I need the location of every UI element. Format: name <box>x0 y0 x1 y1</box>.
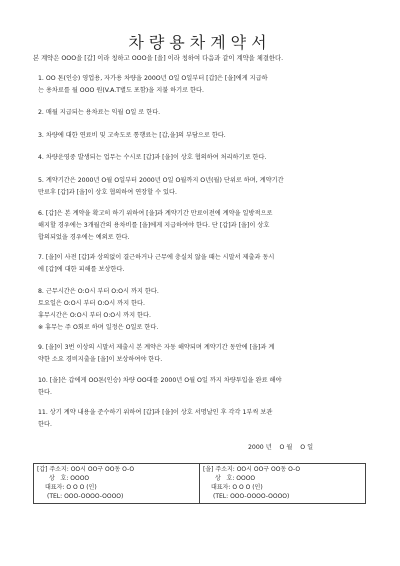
clause-8: 8. 근무시간은 O:O시 부터 O:O시 까지 한다. 토요일은 O:O시 부터 O:O시 까지 한다. 휴무시간은 O:O시 부터 O:O시 까지 한다. ※ 휴무는 주 O회로 하며 일정은 O일로 한다. <box>38 288 159 331</box>
party-eul-phone: (TEL: OOO-OOOO-OOOO) <box>213 493 290 500</box>
clause-3: 3. 차량에 대한 연료비 및 고속도로 통행료는 [갑,을]의 부담으로 한다. <box>38 132 226 139</box>
party-eul-representative: 대표자: O O O (인) <box>211 484 263 491</box>
clause-4: 4. 차량운영중 발생되는 업무는 수시로 [갑]과 [을]이 상호 협의하여 처리하기로 한다. <box>38 154 267 161</box>
document-title: 차량용차계약서 <box>128 33 272 52</box>
party-gap-cell <box>34 464 200 504</box>
party-gap-representative: 대표자: O O O (인) <box>45 484 97 491</box>
parties-table <box>33 463 366 504</box>
clause-5: 5. 계약기간은 2000년 O월 O일부터 2000년 O일 O월까지 O년(월) 단위로 하며, 계약기간 만료후 [갑]과 [을]이 상호 협의하여 연장할 수 있다. <box>38 177 284 196</box>
contract-intro: 본 계약은 OOO을 [갑] 이라 칭하고 OOO을 [을] 이라 칭하여 다음과 같이 계약을 체결한다. <box>33 55 284 62</box>
clause-11: 11. 상기 계약 내용을 준수하기 위하여 [갑]과 [을]이 상호 서명날인 후 각각 1부씩 보관 한다. <box>38 409 273 428</box>
party-eul-company: 상 호: OOOO <box>215 475 256 482</box>
clause-7: 7. [을]이 사전 [갑]과 상의없이 결근하거나 근무에 충실치 않을 때는 시말서 제출과 동시 에 [갑]에 대한 피해를 보상한다. <box>38 254 275 273</box>
party-eul-cell <box>200 464 366 504</box>
party-eul-address: [을] 주소지: OO시 OO구 OO동 O-O <box>203 466 301 473</box>
party-gap-phone: (TEL: OOO-OOOO-OOOO) <box>47 493 124 500</box>
party-gap-company: 상 호: OOOO <box>49 475 90 482</box>
clause-10: 10. [을]은 갑에게 OO톤(인승) 차량 OO대를 2000년 O월 O일 까지 차량투입을 완료 해야 한다. <box>38 377 282 396</box>
contract-date: 2000 년 O 월 O 일 <box>248 444 314 451</box>
clause-1: 1. OO 톤(인승) 영업용, 자가용 차량을 200O년 O일 O일부터 [갑]은 [을]에게 지급하 는 용차료를 월 OOO 원(V.A.T별도 포함)을 지불 하기로 한다. <box>38 75 268 94</box>
clause-6: 6. [갑]은 본 계약을 확고히 하기 위하여 [을]과 계약기간 만료이전에 계약을 일방적으로 해지할 경우에는 3개월간의 용차비를 [을]에게 지급하여야 한다. 단 [갑]과 [을]이 상호 합의되었을 경우에는 예외로 한다. <box>38 210 273 241</box>
party-gap-address: [갑] 주소지: OO시 OO구 OO동 O-O <box>37 466 135 473</box>
clause-9: 9. [을]이 3번 이상의 시말서 제출시 본 계약은 자동 해약되며 계약기간 동안에 [을]과 계 약한 소요 경비지출을 [을]이 보상하여야 한다. <box>38 344 275 363</box>
clause-2: 2. 매월 지급되는 용차료는 익월 O일 로 한다. <box>38 109 161 116</box>
